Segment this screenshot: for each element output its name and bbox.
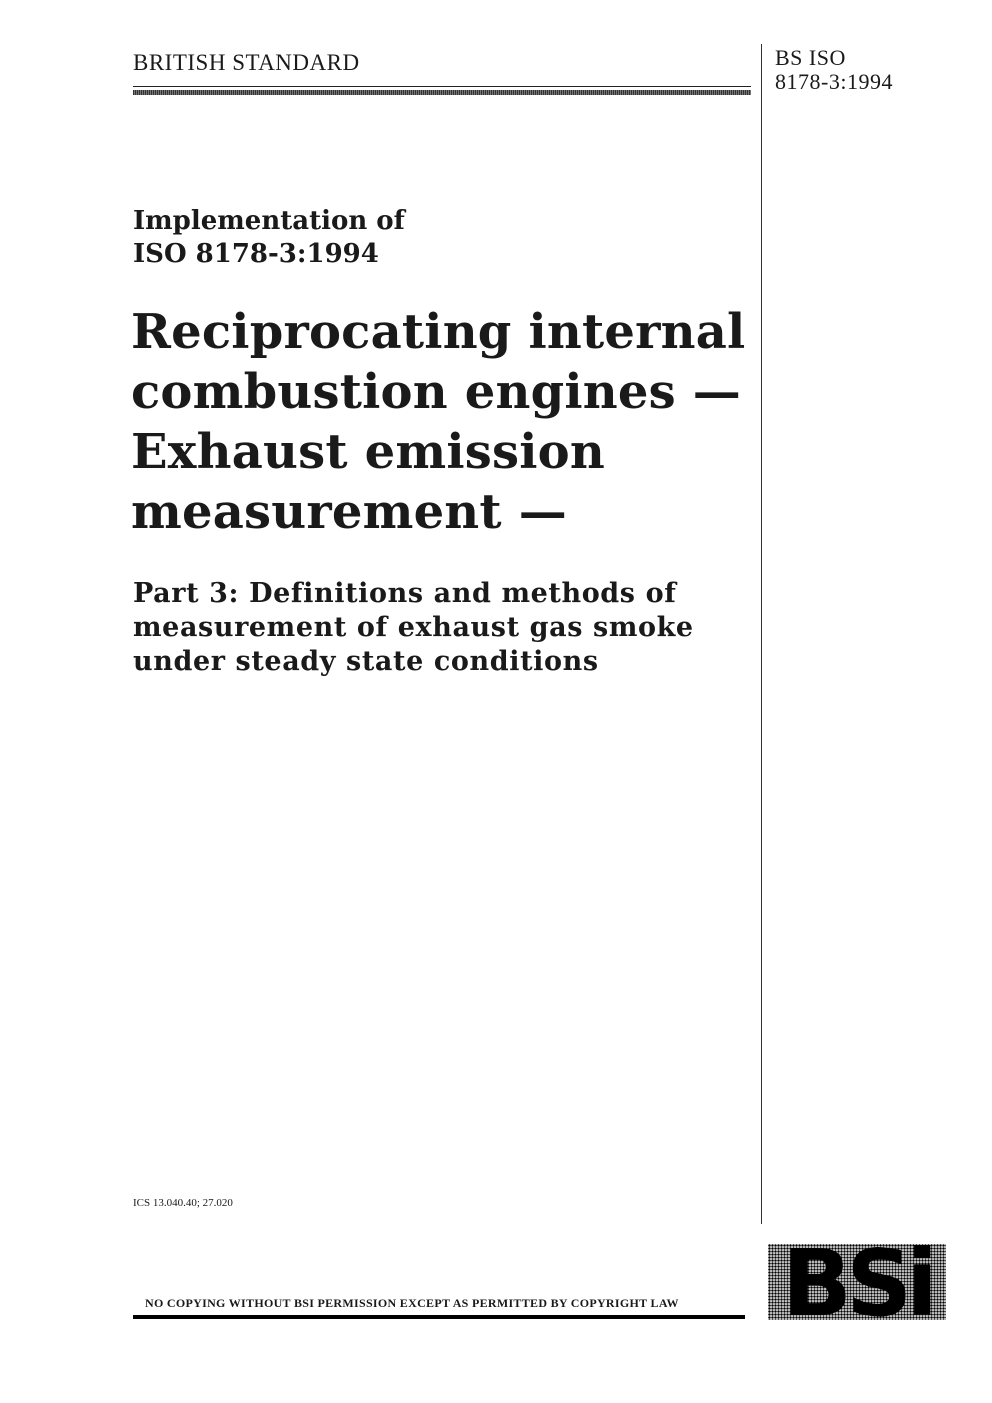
implementation-line-2: ISO 8178-3:1994 bbox=[133, 239, 379, 269]
subtitle-line-2: measurement of exhaust gas smoke bbox=[133, 612, 694, 643]
document-subtitle bbox=[133, 577, 753, 679]
implementation-line-1: Implementation of bbox=[133, 206, 405, 236]
bsi-logo-text: BSi bbox=[782, 1244, 932, 1320]
standard-number-line-1: BS ISO bbox=[775, 45, 846, 70]
title-line-4: measurement — bbox=[131, 484, 567, 540]
ics-code: ICS 13.040.40; 27.020 bbox=[133, 1197, 233, 1209]
document-title bbox=[131, 302, 751, 542]
title-line-3: Exhaust emission bbox=[131, 424, 605, 480]
vertical-divider bbox=[761, 44, 762, 1224]
header-rule-thick bbox=[133, 90, 751, 95]
subtitle-line-1: Part 3: Definitions and methods of bbox=[133, 578, 677, 609]
title-line-1: Reciprocating internal bbox=[131, 304, 746, 360]
bottom-rule bbox=[133, 1315, 745, 1319]
publication-type: BRITISH STANDARD bbox=[133, 50, 360, 75]
copyright-notice: NO COPYING WITHOUT BSI PERMISSION EXCEPT AS PERMITTED BY COPYRIGHT LAW bbox=[145, 1296, 679, 1310]
implementation-statement bbox=[133, 205, 405, 271]
subtitle-line-3: under steady state conditions bbox=[133, 646, 599, 677]
bsi-logo-icon bbox=[768, 1244, 946, 1320]
standard-number-line-2: 8178-3:1994 bbox=[775, 69, 893, 94]
header-rule bbox=[133, 86, 751, 95]
title-line-2: combustion engines — bbox=[131, 364, 741, 420]
header-rule-thin bbox=[133, 86, 751, 87]
standard-number bbox=[775, 46, 893, 94]
